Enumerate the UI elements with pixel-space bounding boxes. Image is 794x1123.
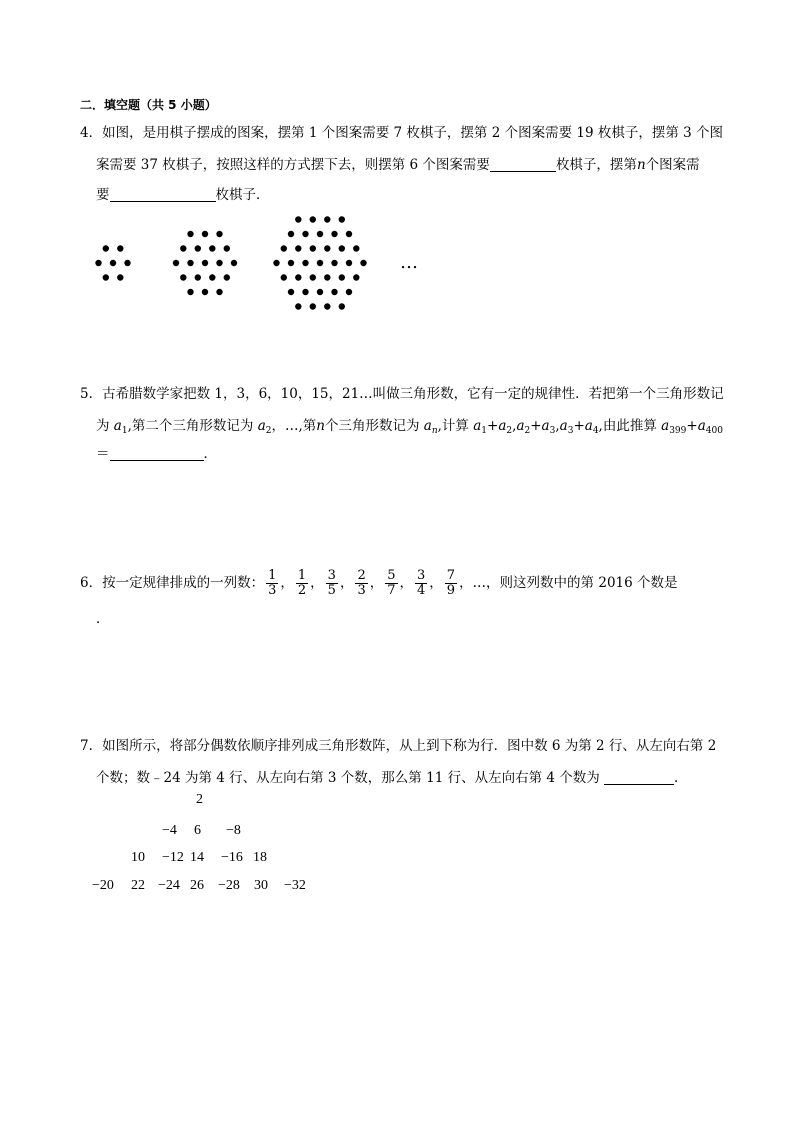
chess-piece-dot — [310, 216, 316, 222]
chess-piece-dot — [346, 289, 352, 295]
q4-line2: 案需要 37 枚棋子，按照这样的方式摆下去，则摆第 6 个图案需要 枚棋子，摆第n个图案需 — [96, 157, 700, 173]
chess-piece-dot — [310, 245, 316, 251]
chess-piece-dot — [187, 289, 193, 295]
chess-piece-dot — [231, 260, 237, 266]
q6-number: 6． — [80, 575, 103, 591]
chess-piece-dot — [295, 274, 301, 280]
chess-piece-dot — [324, 216, 330, 222]
q5-number: 5． — [80, 386, 103, 402]
chess-piece-dot — [173, 260, 179, 266]
fraction — [355, 569, 367, 598]
chess-piece-dot — [353, 274, 359, 280]
chess-piece-dot — [273, 260, 279, 266]
chess-piece-dot — [324, 245, 330, 251]
fraction-separator: ， — [429, 575, 443, 591]
chess-piece-dot — [288, 231, 294, 237]
chess-piece-dot — [324, 274, 330, 280]
chess-piece-dot — [346, 231, 352, 237]
triangle-number: −32 — [284, 878, 306, 893]
fraction-separator: ， — [399, 575, 413, 591]
triangle-number: −24 — [158, 878, 180, 893]
chess-piece-dot — [331, 231, 337, 237]
chess-piece-dot — [187, 260, 193, 266]
q5-line1: 5．古希腊数学家把数 1，3，6，10，15，21…叫做三角形数，它有一定的规律性．若把第一个三角形数记 — [80, 386, 724, 402]
triangle-number: 14 — [190, 850, 204, 865]
triangle-number: −4 — [162, 823, 177, 838]
fraction-separator: ， — [369, 575, 384, 591]
chess-piece-dot — [346, 260, 352, 266]
chess-piece-dot — [224, 245, 230, 251]
chess-piece-dot — [295, 303, 301, 309]
q7-line1: 7．如图所示，将部分偶数依顺序排列成三角形数阵，从上到下称为行．图中数 6 为第 2 行、从左向右第 2 — [80, 738, 717, 754]
chess-piece-dot — [353, 245, 359, 251]
chess-piece-dot — [324, 303, 330, 309]
triangle-number: −16 — [221, 850, 243, 865]
fraction-separator: ， — [310, 575, 324, 591]
fraction-numerator: 7 — [446, 568, 456, 583]
fraction-separator: ， — [339, 575, 354, 591]
q6-fraction-sequence — [264, 568, 459, 598]
chess-piece-dot — [117, 245, 123, 251]
chess-piece-dot — [281, 274, 287, 280]
q4-line1: 4．如图，是用棋子摆成的图案，摆第 1 个图案需要 7 枚棋子，摆第 2 个图案需要 19 枚棋子，摆第 3 个图 — [80, 125, 724, 141]
hexagon-figure-3 — [273, 216, 366, 309]
fraction-numerator: 1 — [297, 568, 307, 583]
chess-piece-dot — [331, 260, 337, 266]
chess-piece-dot — [209, 245, 215, 251]
triangle-number: 30 — [254, 878, 268, 893]
answer-blank[interactable] — [604, 770, 674, 785]
chess-piece-dot — [103, 245, 109, 251]
chess-piece-dot — [302, 289, 308, 295]
triangle-number: −12 — [162, 850, 184, 865]
triangle-number: 10 — [131, 850, 145, 865]
fraction-denominator: 2 — [297, 583, 307, 598]
fraction — [266, 569, 278, 598]
chess-piece-dot — [295, 216, 301, 222]
chess-piece-dot — [288, 260, 294, 266]
chess-piece-dot — [180, 245, 186, 251]
chess-piece-dot — [124, 260, 130, 266]
fraction — [415, 569, 427, 598]
triangle-number: −8 — [226, 823, 241, 838]
chess-piece-dot — [209, 274, 215, 280]
chess-piece-dot — [302, 231, 308, 237]
chess-piece-dot — [110, 260, 116, 266]
fraction-numerator: 5 — [387, 568, 396, 583]
chess-piece-dot — [95, 260, 101, 266]
triangle-number: −20 — [92, 878, 114, 893]
fraction — [385, 569, 397, 598]
chess-piece-dot — [360, 260, 366, 266]
chess-piece-dot — [339, 303, 345, 309]
chess-piece-dot — [195, 245, 201, 251]
fraction — [326, 569, 338, 598]
q4-line3: 要 枚棋子． — [96, 187, 270, 203]
q7-number: 7． — [80, 738, 103, 754]
chess-piece-dot — [202, 231, 208, 237]
q7-line2: 个数；数﹣24 为第 4 行、从左向右第 3 个数，那么第 11 行、从左向右第 4 个数为 ． — [96, 770, 688, 786]
chess-piece-dot — [317, 289, 323, 295]
fraction-denominator: 7 — [387, 583, 396, 598]
q6-line1: 6．按一定规律排成的一列数： $\frac{1}{3}$ ， $\frac{1}{2}$ ， $\frac{3}{5}$ ， $\frac{2}{3}$ ， $\frac{5}{7}$ ， $\frac{3}{4}$ ， $\frac{7}{9}$ ，…，则这列数中的第 2016 个数是 — [80, 568, 678, 598]
answer-blank[interactable] — [490, 157, 556, 172]
fraction-separator: ， — [280, 575, 294, 591]
hexagon-dot-figures — [90, 205, 420, 335]
q5-line2: 为 $a_1$,第二个三角形数记为 $a_2$，…,第n个三角形数记为 $a_n$,计算 $a_1+a_2,a_2+a_3,a_3+a_4$,由此推算 $a_{399}+a_{400}$ — [96, 418, 723, 436]
chess-piece-dot — [224, 274, 230, 280]
triangle-number: 6 — [194, 823, 201, 838]
triangle-number: 26 — [190, 878, 204, 893]
chess-piece-dot — [195, 274, 201, 280]
chess-piece-dot — [180, 274, 186, 280]
fraction-denominator: 3 — [268, 583, 277, 598]
chess-piece-dot — [339, 245, 345, 251]
chess-piece-dot — [310, 274, 316, 280]
fraction-numerator: 3 — [417, 568, 426, 583]
answer-blank[interactable] — [110, 187, 216, 202]
fraction-numerator: 3 — [327, 568, 336, 583]
chess-piece-dot — [216, 260, 222, 266]
chess-piece-dot — [202, 289, 208, 295]
chess-piece-dot — [331, 289, 337, 295]
fraction-denominator: 3 — [357, 583, 366, 598]
fraction-denominator: 5 — [327, 583, 336, 598]
chess-piece-dot — [216, 289, 222, 295]
q4-number: 4． — [80, 125, 103, 141]
chess-piece-dot — [317, 231, 323, 237]
chess-piece-dot — [317, 260, 323, 266]
section-title: 二．填空题（共 5 小题） — [80, 98, 217, 112]
fraction-numerator: 2 — [357, 568, 366, 583]
figure-ellipsis: … — [400, 252, 418, 273]
answer-blank[interactable] — [110, 446, 204, 461]
fraction — [296, 569, 308, 598]
chess-piece-dot — [295, 245, 301, 251]
hexagon-figure-2 — [173, 231, 237, 295]
q6-line2: ． — [96, 611, 110, 627]
triangle-number: 2 — [196, 792, 203, 807]
chess-piece-dot — [202, 260, 208, 266]
triangle-number: −28 — [218, 878, 240, 893]
fraction — [445, 569, 457, 598]
hexagon-figure-1 — [95, 245, 130, 280]
chess-piece-dot — [310, 303, 316, 309]
chess-piece-dot — [281, 245, 287, 251]
chess-piece-dot — [339, 274, 345, 280]
triangle-number: 22 — [131, 878, 145, 893]
chess-piece-dot — [187, 231, 193, 237]
chess-piece-dot — [216, 231, 222, 237]
fraction-numerator: 1 — [268, 568, 277, 583]
q5-line3: ＝ ． — [96, 446, 217, 462]
chess-piece-dot — [288, 289, 294, 295]
fraction-denominator: 4 — [417, 583, 426, 598]
triangle-number: 18 — [253, 850, 267, 865]
chess-piece-dot — [103, 274, 109, 280]
fraction-denominator: 9 — [446, 583, 456, 598]
chess-piece-dot — [117, 274, 123, 280]
chess-piece-dot — [339, 216, 345, 222]
chess-piece-dot — [302, 260, 308, 266]
